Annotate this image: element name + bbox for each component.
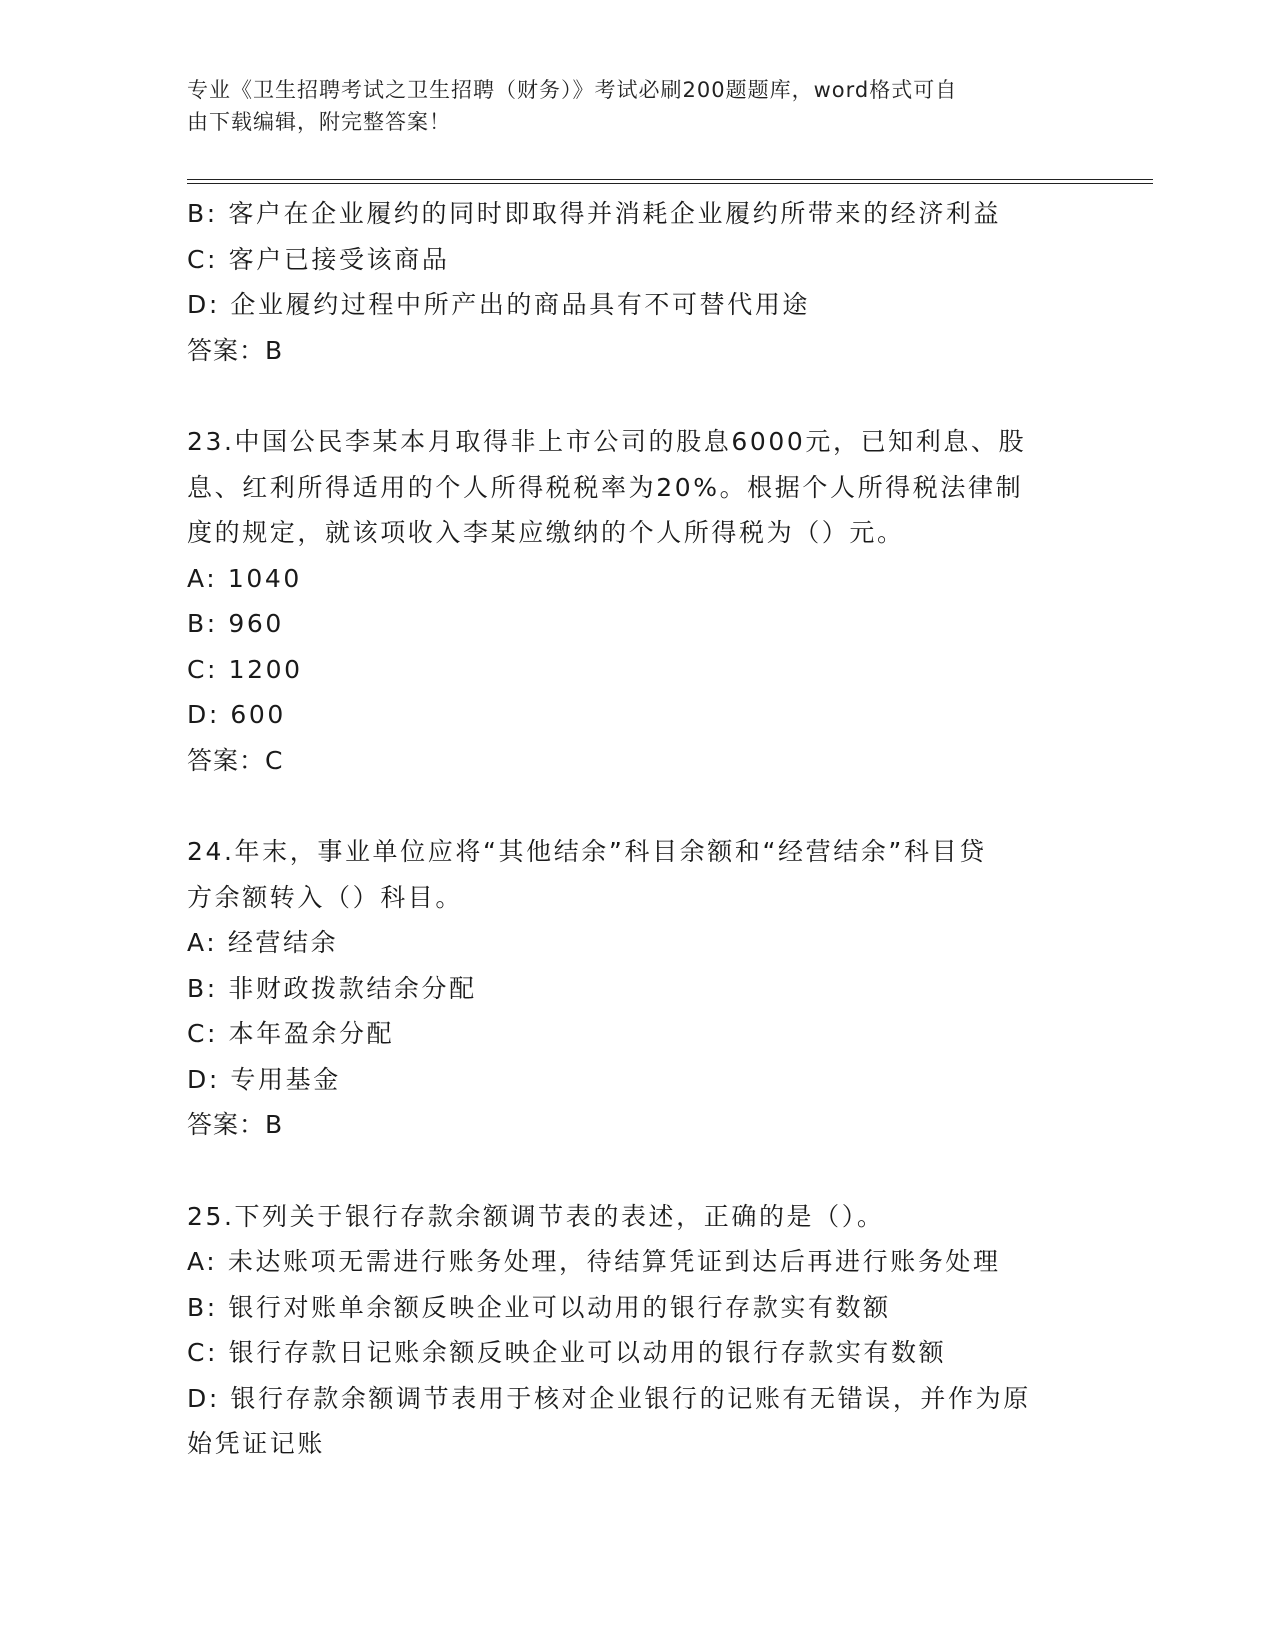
question-spacer (187, 373, 1087, 419)
option-b: B: 非财政拨款结余分配 (187, 973, 477, 1003)
question-text-line: 24.年末，事业单位应将“其他结余”科目余额和“经营结余”科目贷 (187, 837, 987, 866)
option-d: D: 专用基金 (187, 1064, 341, 1094)
question-spacer (187, 783, 1087, 829)
question-23 (187, 419, 1087, 783)
option-d: D: 银行存款余额调节表用于核对企业银行的记账有无错误，并作为原 (187, 1383, 1031, 1413)
option-b: B: 银行对账单余额反映企业可以动用的银行存款实有数额 (187, 1292, 891, 1322)
option-b: B: 客户在企业履约的同时即取得并消耗企业履约所带来的经济利益 (187, 199, 1002, 228)
question-text-line: 23.中国公民李某本月取得非上市公司的股息6000元，已知利息、股 (187, 427, 1027, 456)
option-a: A: 1040 (187, 563, 302, 593)
question-text-line: 方余额转入（）科目。 (187, 882, 464, 912)
answer-line: 答案：C (187, 745, 284, 775)
header-divider-bottom (187, 183, 1153, 184)
answer-line: 答案：B (187, 335, 284, 365)
header-line-1: 专业《卫生招聘考试之卫生招聘（财务）》考试必刷200题题库，word格式可自 (187, 78, 958, 102)
question-text-line: 度的规定，就该项收入李某应缴纳的个人所得税为（）元。 (187, 518, 905, 547)
answer-line: 答案：B (187, 1110, 284, 1139)
question-text-line: 25.下列关于银行存款余额调节表的表述，正确的是（）。 (187, 1201, 885, 1231)
option-a: A: 经营结余 (187, 928, 339, 957)
option-d-continuation: 始凭证记账 (187, 1429, 326, 1458)
option-d: D: 600 (187, 700, 286, 729)
question-text-line: 息、红利所得适用的个人所得税税率为20%。根据个人所得税法律制 (187, 472, 1024, 502)
option-c: C: 客户已接受该商品 (187, 244, 450, 274)
option-c: C: 本年盈余分配 (187, 1019, 395, 1048)
option-c: C: 1200 (187, 654, 303, 684)
question-22-tail (187, 191, 1087, 373)
header-line-2: 由下载编辑，附完整答案！ (187, 110, 451, 134)
question-spacer (187, 1148, 1087, 1194)
question-25 (187, 1194, 1087, 1467)
question-list (187, 191, 1087, 1467)
document-header (187, 74, 1067, 138)
option-b: B: 960 (187, 609, 284, 638)
question-24 (187, 829, 1087, 1148)
option-d: D: 企业履约过程中所产出的商品具有不可替代用途 (187, 290, 811, 319)
option-a: A: 未达账项无需进行账务处理，待结算凭证到达后再进行账务处理 (187, 1247, 1001, 1276)
header-divider-top (187, 179, 1153, 180)
option-c: C: 银行存款日记账余额反映企业可以动用的银行存款实有数额 (187, 1338, 947, 1367)
